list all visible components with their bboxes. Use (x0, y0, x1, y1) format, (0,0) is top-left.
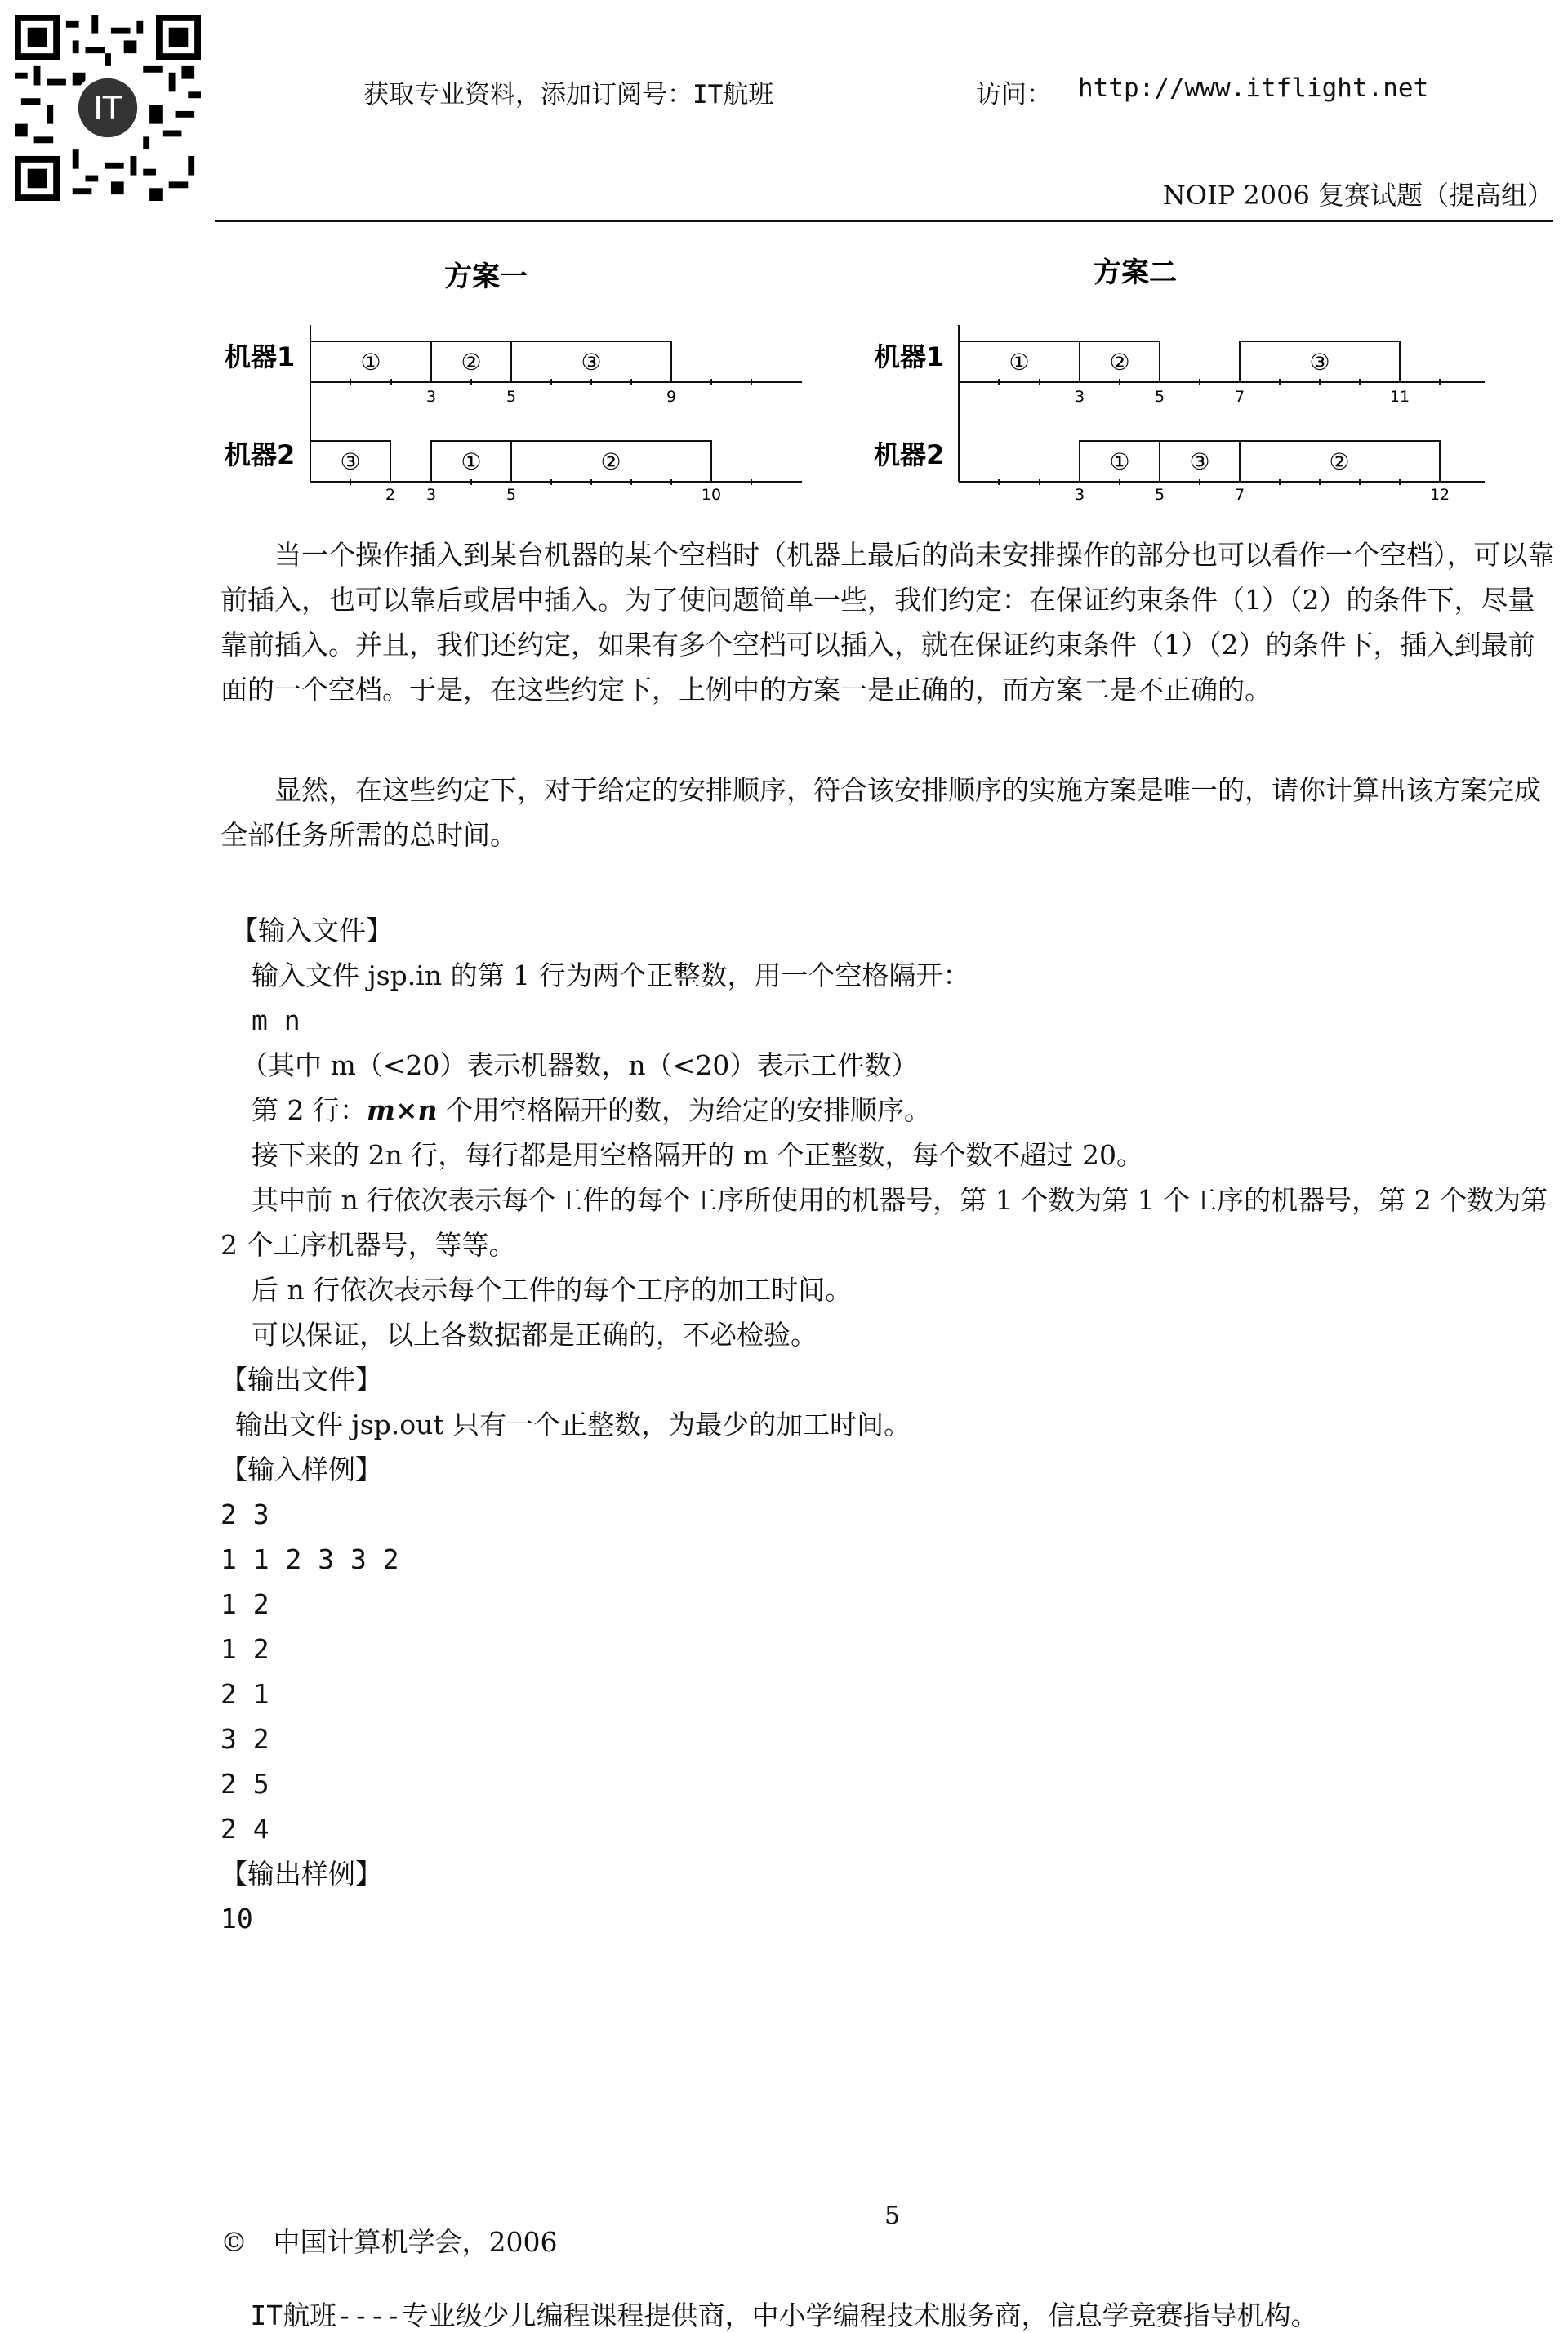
sample-input-line: 2 1 (220, 1678, 270, 1710)
plan2-m1-block: ③ (1309, 349, 1330, 376)
paragraph-task: 显然，在这些约定下，对于给定的安排顺序，符合该安排顺序的实施方案是唯一的，请你计算出该方案完成全部任务所需的总时间。 (220, 774, 1541, 851)
plan2-m2-tick: 12 (1429, 486, 1450, 504)
plan2-m2-tick: 7 (1234, 486, 1245, 504)
header-divider (215, 220, 1553, 222)
copyright-symbol: © (220, 2226, 247, 2258)
paragraph-insertion-rule: 当一个操作插入到某台机器的某个空档时（机器上最后的尚未安排操作的部分也可以看作一个空档），可以靠前插入，也可以靠后或居中插入。为了使问题简单一些，我们约定：在保证约束条件（1）（2）的条件下，尽量靠前插入。并且，我们还约定，如果有多个空档可以插入，就在保证约束条件（1）（2）的条件下，插入到最前面的一个空档。于是，在这些约定下，上例中的方案一是正确的，而方案二是不正确的。 (220, 539, 1555, 706)
page-number: 5 (884, 2202, 901, 2230)
header-visit-label: 访问： (976, 80, 1052, 109)
plan1-m1-block: ① (360, 349, 381, 376)
plan2-m2-block: ① (1109, 448, 1130, 475)
plan2-machine2-label: 机器2 (874, 439, 945, 470)
plan1-machine2-label: 机器2 (225, 439, 296, 470)
input-line-3: （其中 m（<20）表示机器数，n（<20）表示工件数） (241, 1049, 919, 1081)
plan1-m1-block: ② (461, 349, 482, 376)
input-line-5: 接下来的 2n 行，每行都是用空格隔开的 m 个正整数，每个数不超过 20。 (252, 1139, 1143, 1171)
plan2-m1-block: ① (1009, 349, 1030, 376)
plan2-m2-block: ③ (1189, 448, 1210, 475)
header-url[interactable]: http://www.itflight.net (1078, 73, 1429, 103)
plan2-m2-tick: 3 (1074, 486, 1085, 504)
plan2-m2-block: ② (1329, 448, 1350, 475)
plan2-m1-tick: 7 (1234, 388, 1245, 406)
sample-input-line: 1 1 2 3 3 2 (220, 1543, 399, 1575)
input-line-2: m n (252, 1004, 301, 1036)
plan2-m2-tick: 5 (1154, 486, 1165, 504)
plan2-m1-tick: 11 (1389, 388, 1410, 406)
plan2-title: 方案二 (1094, 256, 1177, 289)
plan1-m2-tick: 2 (385, 486, 396, 504)
sample-input-line: 2 5 (220, 1768, 270, 1800)
copyright (220, 2221, 557, 2260)
plan1-title: 方案一 (444, 260, 528, 293)
plan2-m1-tick: 3 (1074, 388, 1085, 406)
plan1-m2-tick: 10 (701, 486, 722, 504)
sample-input-line: 2 4 (220, 1813, 270, 1845)
sample-input-line: 1 2 (220, 1633, 270, 1665)
output-line-1: 输出文件 jsp.out 只有一个正整数，为最少的加工时间。 (235, 1409, 911, 1440)
input-line-1: 输入文件 jsp.in 的第 1 行为两个正整数，用一个空格隔开： (252, 959, 970, 991)
plan1-m2-tick: 5 (506, 486, 517, 504)
plan1-m2-block: ① (461, 448, 482, 475)
plan1-m1-tick: 9 (666, 388, 677, 406)
sample-input-line: 1 2 (220, 1588, 270, 1620)
input-heading: 【输入文件】 (231, 915, 393, 946)
plan1-m2-block: ③ (340, 448, 361, 475)
input-line-4-prefix: 第 2 行： (252, 1094, 367, 1126)
plan2-m1-block: ② (1109, 349, 1130, 376)
copyright-text: 中国计算机学会，2006 (273, 2226, 558, 2258)
sample-input-line: 2 3 (220, 1498, 270, 1530)
plan1-m1-tick: 5 (506, 388, 517, 406)
schedule-diagram (220, 245, 1494, 514)
output-heading: 【输出文件】 (220, 1364, 382, 1396)
plan1-m2-block: ② (600, 448, 621, 475)
plan2-machine1-label: 机器1 (874, 341, 945, 372)
input-line-6: 其中前 n 行依次表示每个工件的每个工序所使用的机器号，第 1 个数为第 1 个工序的机器号，第 2 个数为第 2 个工序机器号，等等。 (220, 1184, 1548, 1261)
sample-output-line: 10 (220, 1903, 253, 1935)
svg-text:IT: IT (93, 91, 122, 128)
plan1-machine1-label: 机器1 (225, 341, 296, 372)
qr-code-image (15, 15, 201, 201)
header-promo: 获取专业资料，添加订阅号：IT航班 (363, 80, 774, 109)
plan1-m1-tick: 3 (425, 388, 437, 406)
input-line-7: 后 n 行依次表示每个工件的每个工序的加工时间。 (252, 1274, 853, 1306)
input-line-8: 可以保证，以上各数据都是正确的，不必检验。 (252, 1319, 817, 1351)
m-times-n: m×n (366, 1094, 438, 1126)
plan2-m1-tick: 5 (1154, 388, 1165, 406)
sample-input-line: 3 2 (220, 1723, 270, 1755)
sample-input-heading: 【输入样例】 (220, 1454, 382, 1485)
sample-output-heading: 【输出样例】 (220, 1858, 382, 1890)
input-line-4-suffix: 个用空格隔开的数，为给定的安排顺序。 (437, 1094, 932, 1126)
plan1-m2-tick: 3 (425, 486, 437, 504)
input-line-4 (252, 1088, 931, 1133)
bottom-note: IT航班----专业级少儿编程课程提供商，中小学编程技术服务商，信息学竞赛指导机构。 (250, 2300, 1318, 2331)
exam-title: NOIP 2006 复赛试题（提高组） (1162, 180, 1553, 211)
plan1-m1-block: ③ (581, 349, 602, 376)
